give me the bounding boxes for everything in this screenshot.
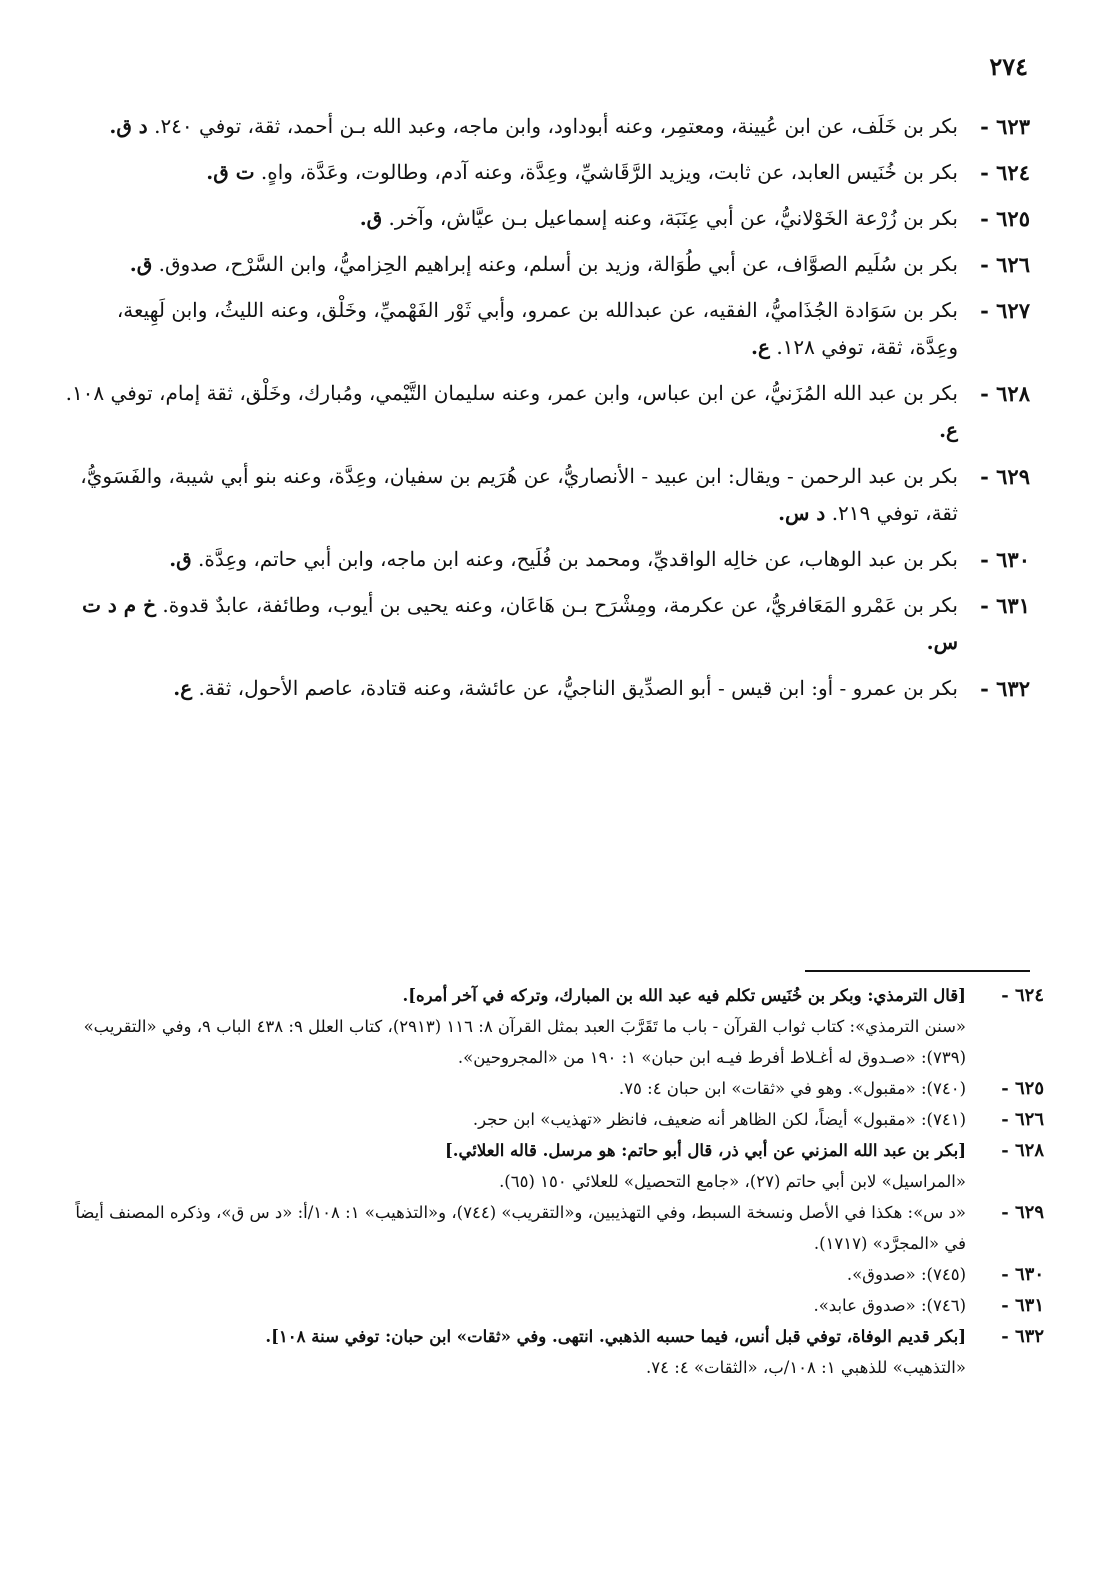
footnote — [59, 1259, 1044, 1290]
entry-code: ق. — [359, 206, 383, 230]
footnote-text: (٧٤٠): «مقبول». وهو في «ثقات» ابن حبان ٤: ٧٥. — [618, 1079, 966, 1098]
entry-text: بكر بن سَوَادة الجُذَاميُّ، الفقيه، عن عبدالله بن عمرو، وأبي ثَوْر الفَهْميِّ، وخَلْق، وعنه الليثُ، وابن لَهِيعة، وعِدَّة، ثقة، توفي ١٢٨. — [116, 298, 958, 359]
entry — [65, 670, 1030, 707]
entry-code: ت ق. — [206, 160, 255, 184]
entry — [65, 292, 1030, 366]
footnote-text: (٧٤٥): «صدوق». — [846, 1265, 966, 1284]
entry-number: ٦٢٣ - — [980, 114, 1030, 139]
entry-code: ق. — [129, 252, 153, 276]
footnote — [59, 1104, 1044, 1135]
footnote-number: ٦٢٩ - — [1001, 1202, 1044, 1223]
footnote-number: ٦٣٢ - — [1001, 1326, 1044, 1347]
footnote — [59, 1321, 1044, 1383]
entry — [65, 458, 1030, 532]
footnote-text: «المراسيل» لابن أبي حاتم (٢٧)، «جامع التحصيل» للعلائي ١٥٠ (٦٥). — [499, 1172, 966, 1191]
entry-code: ع. — [751, 335, 770, 359]
entry-code: د س. — [778, 501, 826, 525]
entry-text: بكر بن عبد الوهاب، عن خالِه الواقديِّ، ومحمد بن فُلَيح، وعنه ابن ماجه، وابن أبي حاتم، وعِدَّة. — [198, 547, 958, 571]
entry-number: ٦٣٠ - — [980, 547, 1030, 572]
entry-code: ع. — [939, 418, 958, 442]
footnote-text: «د س»: هكذا في الأصل ونسخة السبط، وفي التهذيبين، و«التقريب» (٧٤٤)، و«التذهيب» ١: ١٠٨/أ: «د س ق»، وذكره المصنف أيضاً في «المجرَّد» (١٧١٧). — [75, 1203, 966, 1253]
footnote — [59, 1197, 1044, 1259]
footnote — [59, 1135, 1044, 1197]
entry — [65, 375, 1030, 449]
entry-text: بكر بن عمرو - أو: ابن قيس - أبو الصدِّيق الناجيُّ، عن عائشة، وعنه قتادة، عاصم الأحول، ثقة. — [198, 676, 958, 700]
footnote-number: ٦٣١ - — [1001, 1295, 1044, 1316]
footnote-number: ٦٢٦ - — [1001, 1109, 1044, 1130]
entry-number: ٦٢٨ - — [980, 381, 1030, 406]
entry-number: ٦٣٢ - — [980, 676, 1030, 701]
entry-text: بكر بن عبد الله المُزَنيُّ، عن ابن عباس، وابن عمر، وعنه سليمان التَّيْمي، ومُبارك، وخَلْق، ثقة إمام، توفي ١٠٨. — [65, 381, 958, 405]
footnote-number: ٦٢٨ - — [1001, 1140, 1044, 1161]
entry-number: ٦٢٦ - — [980, 252, 1030, 277]
entry-number: ٦٢٩ - — [980, 464, 1030, 489]
footnote-number: ٦٢٤ - — [1001, 985, 1044, 1006]
footnote — [59, 1290, 1044, 1321]
entry-code: خ م د ت س. — [82, 593, 958, 654]
footnote-number: ٦٢٥ - — [1001, 1078, 1044, 1099]
entry — [65, 108, 1030, 145]
entry — [65, 200, 1030, 237]
footnote-number: ٦٣٠ - — [1001, 1264, 1044, 1285]
footnote-quote: [قال الترمذي: وبكر بن خُنَيس تكلم فيه عبد الله بن المبارك، وتركه في آخر أمره]. — [402, 986, 966, 1005]
entry-text: بكر بن عبد الرحمن - ويقال: ابن عبيد - الأنصاريُّ، عن هُرَيم بن سفيان، وعِدَّة، وعنه بنو أبي شيبة، والفَسَويُّ، ثقة، توفي ٢١٩. — [80, 464, 958, 525]
entry-text: بكر بن زُرْعة الخَوْلانيُّ، عن أبي عِنَبَة، وعنه إسماعيل بـن عيَّاش، وآخر. — [388, 206, 958, 230]
entry-code: ع. — [173, 676, 193, 700]
entry — [65, 587, 1030, 661]
footnotes — [59, 980, 1044, 1383]
footnote-text: «سنن الترمذي»: كتاب ثواب القرآن - باب ما تَقَرَّبَ العبد بمثل القرآن ٨: ١١٦ (٢٩١٣)، كتاب العلل ٩: ٤٣٨ الباب ٩، وفي «التقريب» (٧٣٩): «صـدوق له أغـلاط أفرط فيـه ابن حبان» ١: ١٩٠ من «المجروحين». — [83, 1017, 966, 1067]
entry-number: ٦٢٤ - — [980, 160, 1030, 185]
footnote-text: (٧٤١): «مقبول» أيضاً، لكن الظاهر أنه ضعيف، فانظر «تهذيب» ابن حجر. — [472, 1110, 966, 1129]
footnote-divider — [805, 970, 1030, 972]
entry — [65, 541, 1030, 578]
entry-code: ق. — [169, 547, 192, 571]
entries-list — [65, 108, 1030, 716]
entry-text: بكر بن خُنَيس العابد، عن ثابت، ويزيد الرَّقَاشيِّ، وعِدَّة، وعنه آدم، وطالوت، وعَدَّة، واهٍ. — [260, 160, 958, 184]
entry-text: بكر بن عَمْرو المَعَافريُّ، عن عكرمة، ومِشْرَح بـن هَاعَان، وعنه يحيى بن أيوب، وطائفة، عابدٌ قدوة. — [162, 593, 958, 617]
footnote — [59, 1073, 1044, 1104]
entry-number: ٦٣١ - — [980, 593, 1030, 618]
entry-code: د ق. — [109, 114, 148, 138]
entry-number: ٦٢٥ - — [980, 206, 1030, 231]
entry — [65, 246, 1030, 283]
footnote-text: «التذهيب» للذهبي ١: ١٠٨/ب، «الثقات» ٤: ٧٤. — [646, 1358, 966, 1377]
page-number: ٢٧٤ — [989, 52, 1028, 81]
footnote-quote: [بكر بن عبد الله المزني عن أبي ذر، قال أبو حاتم: هو مرسل. قاله العلائي.] — [445, 1141, 966, 1160]
footnote-quote: [بكر قديم الوفاة، توفي قبل أنس، فيما حسبه الذهبي. انتهى. وفي «ثقات» ابن حبان: توفي سنة ١٠٨]. — [265, 1327, 966, 1346]
entry-number: ٦٢٧ - — [980, 298, 1030, 323]
footnote — [59, 980, 1044, 1073]
entry — [65, 154, 1030, 191]
entry-text: بكر بن سُلَيم الصوَّاف، عن أبي طُوَالة، وزيد بن أسلم، وعنه إبراهيم الحِزاميُّ، وابن السَّرْح، صدوق. — [158, 252, 958, 276]
footnote-text: (٧٤٦): «صدوق عابد». — [813, 1296, 966, 1315]
entry-text: بكر بن خَلَف، عن ابن عُيينة، ومعتمِر، وعنه أبوداود، وابن ماجه، وعبد الله بـن أحمد، ثقة، توفي ٢٤٠. — [154, 114, 958, 138]
